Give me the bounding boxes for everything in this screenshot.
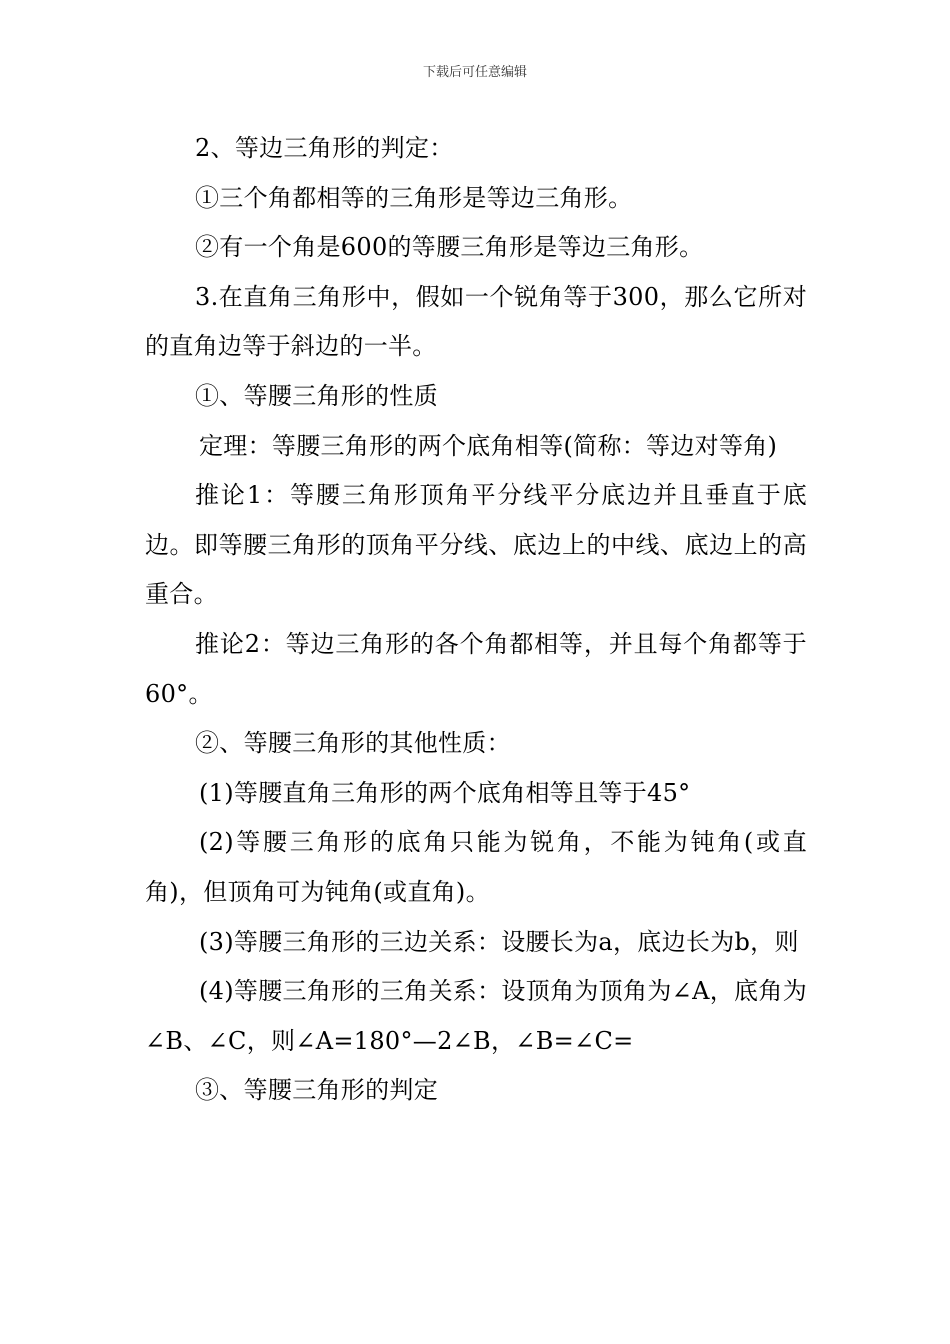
- paragraph-isosceles-criteria-title: ③、等腰三角形的判定: [195, 1076, 438, 1105]
- paragraph-other-properties-title: ②、等腰三角形的其他性质：: [195, 729, 511, 758]
- paragraph-isosceles-properties-title: ①、等腰三角形的性质: [195, 381, 438, 410]
- paragraph-right-triangle-30: 3.在直角三角形中，假如一个锐角等于300，那么它所对的直角边等于斜边的一半。: [145, 282, 807, 361]
- paragraph-corollary-2: 推论2：等边三角形的各个角都相等，并且每个角都等于60°。: [145, 629, 807, 708]
- paragraph-equilateral-criteria-title: 2、等边三角形的判定：: [195, 134, 454, 162]
- paragraph-property-4: (4)等腰三角形的三角关系：设顶角为顶角为∠A，底角为∠B、∠C，则∠A=180°—2∠B，∠B=∠C=: [145, 977, 807, 1055]
- paragraph-property-3: (3)等腰三角形的三边关系：设腰长为a，底边长为b，则: [199, 927, 799, 956]
- paragraph-corollary-1: 推论1：等腰三角形顶角平分线平分底边并且垂直于底边。即等腰三角形的顶角平分线、底边上的中线、底边上的高重合。: [145, 481, 807, 609]
- document-body: [145, 124, 807, 1116]
- paragraph-property-1: (1)等腰直角三角形的两个底角相等且等于45°: [199, 778, 691, 807]
- paragraph-criteria-1: ①三个角都相等的三角形是等边三角形。: [195, 183, 633, 212]
- paragraph-theorem: 定理：等腰三角形的两个底角相等(简称：等边对等角): [199, 431, 778, 460]
- page-header: 下载后可任意编辑: [422, 65, 527, 80]
- paragraph-criteria-2: ②有一个角是600的等腰三角形是等边三角形。: [195, 233, 704, 262]
- paragraph-property-2: (2)等腰三角形的底角只能为锐角，不能为钝角(或直角)，但顶角可为钝角(或直角)。: [145, 828, 807, 906]
